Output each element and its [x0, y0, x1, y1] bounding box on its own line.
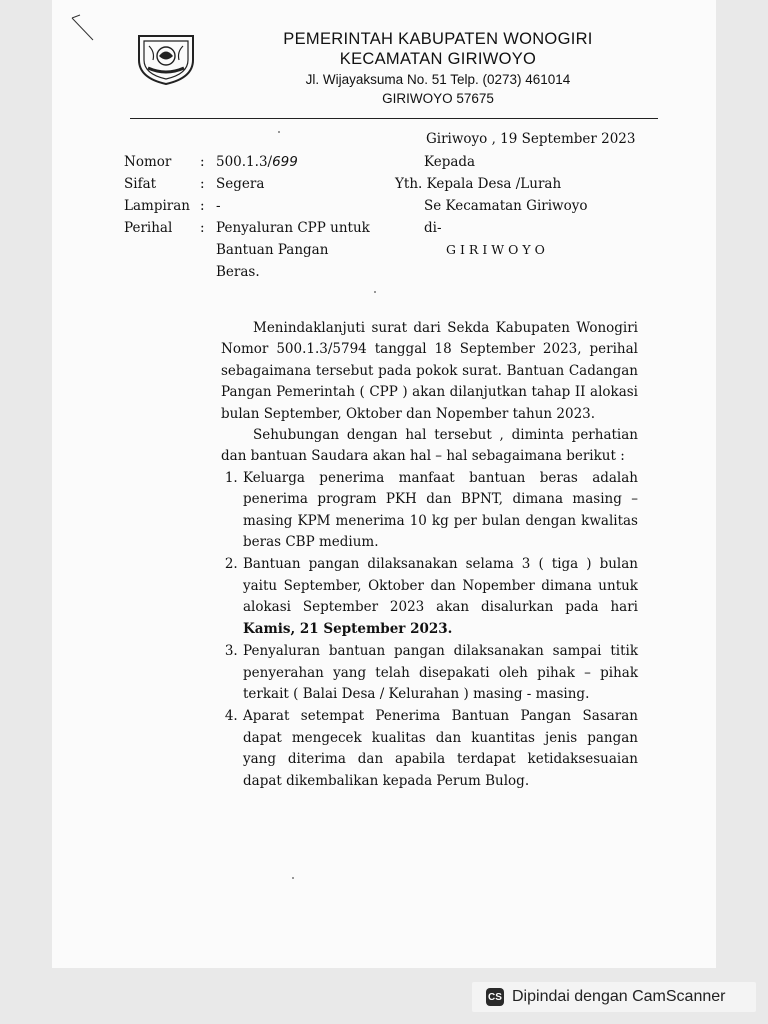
scan-speck [374, 291, 376, 293]
nomor-value [216, 151, 376, 173]
instruction-list [221, 468, 638, 792]
perihal-line-3: Beras. [216, 264, 260, 280]
regency-crest-icon [135, 30, 197, 86]
sifat-label: Sifat [124, 176, 157, 192]
nomor-handwritten: 699 [272, 154, 298, 170]
place-date: Giriwoyo , 19 September 2023 [426, 131, 636, 147]
camscanner-watermark [472, 982, 756, 1012]
perihal-line-1: Penyaluran CPP untuk [216, 220, 370, 236]
lampiran-colon: : [200, 198, 205, 214]
letter-body [221, 318, 638, 793]
scan-speck [278, 131, 280, 133]
letterhead-postal: GIRIWOYO 57675 [382, 90, 494, 106]
list-item: 4. Aparat setempat Penerima Bantuan Pangan Sasaran dapat mengecek kualitas dan kuantitas jenis pangan yang diterima dan apabila terdapat ketidaksesuaian dapat dikembalikan kepada Perum Bulog. [242, 706, 638, 792]
perihal-label: Perihal [124, 220, 173, 236]
nomor-colon: : [200, 154, 205, 170]
letterhead-divider [130, 118, 658, 119]
nomor-printed: 500.1.3/ [216, 154, 273, 170]
item-2-date: Kamis, 21 September 2023. [243, 620, 453, 637]
recipient-scope: Se Kecamatan Giriwoyo [424, 198, 588, 214]
recipient-city: GIRIWOYO [446, 242, 549, 257]
scan-speck [292, 877, 294, 879]
list-item: 1. Keluarga penerima manfaat bantuan beras adalah penerima program PKH dan BPNT, dimana masing – masing KPM menerima 10 kg per bulan dengan kwalitas beras CBP medium. [242, 468, 638, 554]
letterhead-address: Jl. Wijayaksuma No. 51 Telp. (0273) 461014 [305, 71, 571, 87]
letterhead-government: PEMERINTAH KABUPATEN WONOGIRI [283, 30, 593, 48]
recipient-block [395, 151, 587, 261]
perihal-line-2: Bantuan Pangan [216, 242, 329, 258]
camscanner-text: Dipindai dengan CamScanner [512, 988, 726, 1005]
list-item: 3. Penyaluran bantuan pangan dilaksanakan sampai titik penyerahan yang telah disepakati oleh pihak – pihak terkait ( Balai Desa / Kelurahan ) masing - masing. [242, 641, 638, 705]
recipient-di: di- [424, 220, 442, 236]
lampiran-label: Lampiran [124, 198, 190, 214]
letter-meta [124, 151, 376, 283]
list-item [242, 554, 638, 640]
sifat-value: Segera [216, 176, 265, 192]
body-paragraph-1: Menindaklanjuti surat dari Sekda Kabupaten Wonogiri Nomor 500.1.3/5794 tanggal 18 September 2023, perihal sebagaimana tersebut pada pokok surat. Bantuan Cadangan Pangan Pemerintah ( CPP ) akan dilanjutkan tahap II alokasi bulan September, Oktober dan Nopember tahun 2023. [221, 320, 638, 422]
camscanner-logo-icon: CS [486, 988, 504, 1006]
sifat-colon: : [200, 176, 205, 192]
pen-stroke-mark [68, 14, 98, 44]
item-2-text: Bantuan pangan dilaksanakan selama 3 ( tiga ) bulan yaitu September, Oktober dan Nopember dimana untuk alokasi September 2023 akan disalurkan pada hari [243, 556, 638, 616]
letterhead [238, 30, 638, 107]
body-paragraph-2: Sehubungan dengan hal tersebut , diminta perhatian dan bantuan Saudara akan hal – hal sebagaimana berikut : [221, 427, 638, 465]
recipient-yth: Yth. Kepala Desa /Lurah [395, 176, 562, 192]
letterhead-district: KECAMATAN GIRIWOYO [339, 49, 537, 68]
perihal-colon: : [200, 220, 205, 236]
lampiran-value: - [216, 198, 221, 214]
nomor-label: Nomor [124, 154, 172, 170]
recipient-to: Kepada [424, 154, 476, 170]
